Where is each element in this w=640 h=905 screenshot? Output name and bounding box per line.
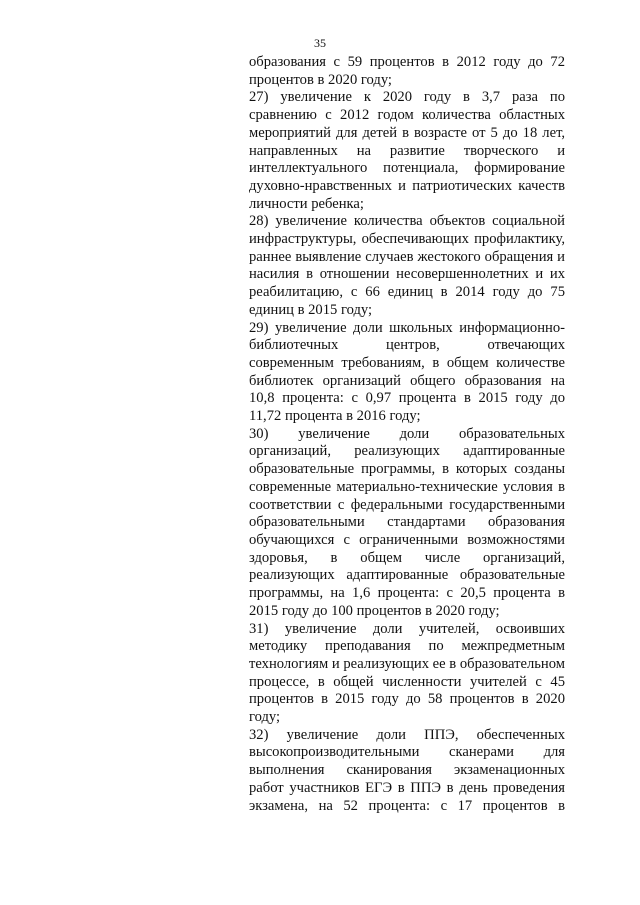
list-item-31: 31) увеличение доли учителей, освоивших методику преподавания по межпредметным технологиям и реализующих ее в образовательном процессе, в общей численности учителей с 45 процентов в 2015 году до 58 процентов в 2020 году; — [249, 620, 565, 726]
page-number: 35 — [314, 36, 326, 50]
list-item-27: 27) увеличение к 2020 году в 3,7 раза по сравнению с 2012 годом количества областных мероприятий для детей в возрасте от 5 до 18 лет, направленных на развитие творческого и интеллектуального потенциала, формирование духовно-нравственных и патриотических качеств личности ребенка; — [249, 89, 565, 212]
list-item-continuation: образования с 59 процентов в 2012 году до 72 процентов в 2020 году; — [249, 54, 565, 88]
list-item-28: 28) увеличение количества объектов социальной инфраструктуры, обеспечивающих профилактику, раннее выявление случаев жестокого обращения и насилия в отношении несовершеннолетних и их реабилитацию, с 66 единиц в 2014 году до 75 единиц в 2015 году; — [249, 213, 565, 318]
document-body — [249, 54, 565, 815]
list-item-29: 29) увеличение доли школьных информационно-библиотечных центров, отвечающих современным требованиям, в общем количестве библиотек организаций общего образования на 10,8 процента: с 0,97 процента в 2015 году до 11,72 процента в 2016 году; — [249, 319, 565, 425]
list-item-32: 32) увеличение доли ППЭ, обеспеченных высокопроизводительными сканерами для выполнения сканирования экзаменационных работ участников ЕГЭ в ППЭ в день проведения экзамена, на 52 процента: с 17 процентов в — [249, 726, 565, 814]
list-item-30: 30) увеличение доли образовательных организаций, реализующих адаптированные образовательные программы, в которых созданы современные материально-технические условия в соответствии с федеральными государственными образовательными стандартами образования обучающихся с ограниченными возможностями здоровья, в общем числе организаций, реализующих адаптированные образовательные программы, на 1,6 процента: с 20,5 процента в 2015 году до 100 процентов в 2020 году; — [249, 425, 565, 619]
